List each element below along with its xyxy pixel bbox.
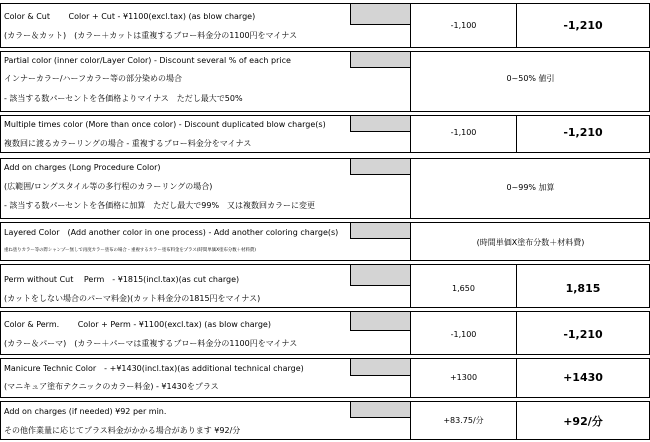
price-excl-tax: -1,100 [450, 330, 477, 339]
description-line: (カットをしない場合のパーマ料金)(カット料金分の1815円をマイナス) [4, 294, 261, 303]
price-incl-tax: -1,210 [563, 328, 603, 341]
price-excl-tax: +1300 [449, 373, 478, 382]
price-excl-tax: -1,100 [450, 21, 477, 30]
price-excl-tax: +83.75/分 [443, 416, 484, 425]
table-row [0, 158, 650, 219]
description-line: (カラー＆パーマ) (カラー＋パーマは重複するブロー料金分の1100円をマイナス [4, 339, 298, 348]
grey-cell [350, 311, 411, 331]
table-row [0, 51, 650, 112]
grey-cell [350, 158, 411, 175]
table-row [0, 311, 650, 355]
grey-cell [350, 401, 411, 418]
grey-cell [350, 3, 411, 25]
description-line: Add on charges (Long Procedure Color) [4, 163, 161, 172]
table-row [0, 358, 650, 398]
price-incl-tax: -1,210 [563, 19, 603, 32]
description-line: (マニキュア塗布テクニックのカラー料金) - ¥1430をプラス [4, 382, 219, 391]
price-incl-tax: +1430 [563, 371, 603, 384]
description-line: Multiple times color (More than once color) - Discount duplicated blow charge(s) [4, 120, 326, 129]
price-formula: (時間単価X塗布分数＋材料費) [476, 238, 585, 247]
grey-cell [350, 115, 411, 132]
description-line: 重ね塗りカラー等の際シャンプー無しで再度カラー塗布の場合 - 重複するカラー塗布料金をプラス(時間単価X塗布分数＋材料費) [4, 248, 256, 253]
price-incl-tax: +92/分 [563, 415, 603, 428]
table-row [0, 115, 650, 153]
description-line: インナーカラー/ハーフカラー等の部分染めの場合 [4, 74, 183, 83]
table-row [0, 264, 650, 308]
table-row [0, 222, 650, 261]
description-line: Color & Perm. Color + Perm - ¥1100(excl.tax) (as blow charge) [4, 320, 271, 329]
table-row [0, 401, 650, 440]
grey-cell [350, 51, 411, 68]
price-excl-tax: 1,650 [452, 284, 475, 293]
description-line: Perm without Cut Perm - ¥1815(incl.tax)(as cut charge) [4, 275, 240, 284]
grey-cell [350, 222, 411, 239]
grey-cell [350, 358, 411, 376]
description-line: - 該当する数パーセントを各価格に加算 ただし最大で99% 又は複数回カラーに変更 [4, 201, 316, 210]
price-incl-tax: 1,815 [565, 282, 601, 295]
description-line: その他作業量に応じてプラス料金がかかる場合があります ¥92/分 [4, 426, 241, 435]
description-line: Add on charges (if needed) ¥92 per min. [4, 407, 167, 416]
description-line: Color & Cut Color + Cut - ¥1100(excl.tax) (as blow charge) [4, 12, 256, 21]
description-line: Layered Color (Add another color in one process) - Add another coloring charge(s) [4, 228, 339, 237]
description-line: (カラー＆カット) (カラー＋カットは重複するブロー料金分の1100円をマイナス [4, 31, 298, 40]
description-line: Manicure Technic Color - +¥1430(incl.tax)(as additional technical charge) [4, 364, 304, 373]
description-line: (広範囲/ロングスタイル等の多行程のカラーリングの場合) [4, 182, 213, 191]
price-range: 0~99% 加算 [506, 183, 555, 192]
description-line: - 該当する数パーセントを各価格よりマイナス ただし最大で50% [4, 94, 243, 103]
description-line: 複数回に渡るカラーリングの場合 - 重複するブロー料金分をマイナス [4, 139, 252, 148]
table-row [0, 3, 650, 48]
description-line: Partial color (inner color/Layer Color) - Discount several % of each price [4, 56, 291, 65]
price-excl-tax: -1,100 [450, 128, 477, 137]
price-range: 0~50% 値引 [506, 74, 555, 83]
price-incl-tax: -1,210 [563, 126, 603, 139]
grey-cell [350, 264, 411, 286]
